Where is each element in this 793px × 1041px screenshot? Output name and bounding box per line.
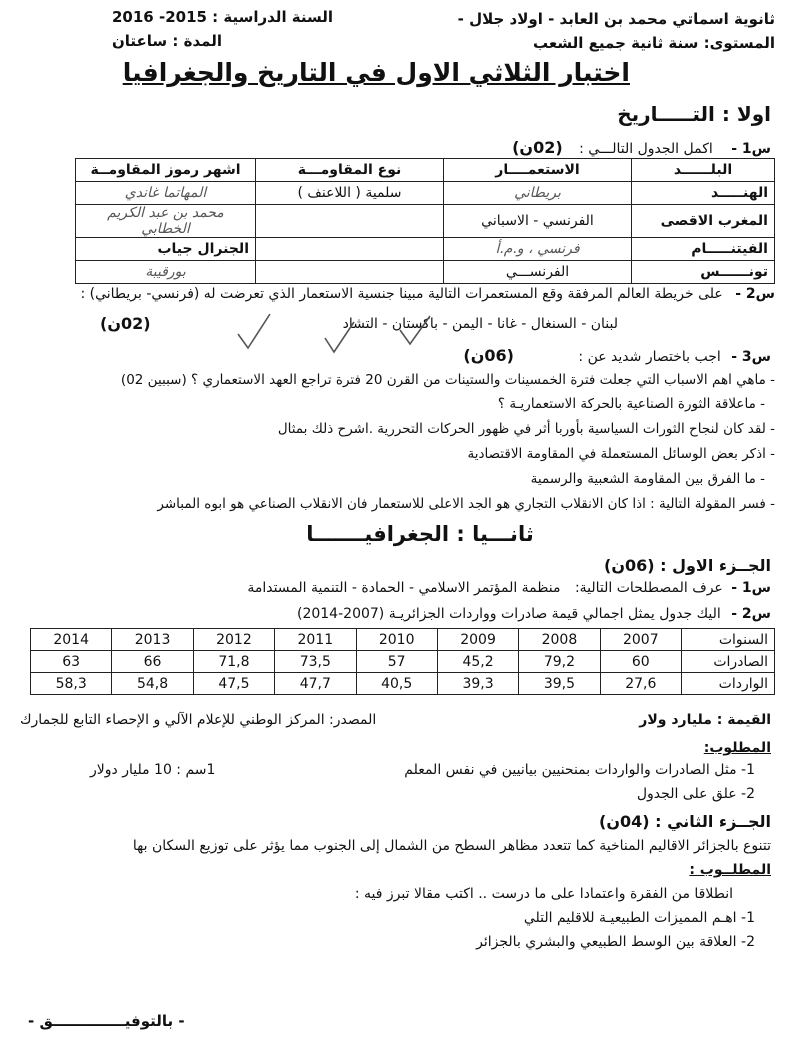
year-cell: 2008 xyxy=(519,629,600,651)
export-cell: 57 xyxy=(356,651,437,673)
row-label-years: السنوات xyxy=(682,629,775,651)
geo-q2-text: اليك جدول يمثل اجمالي قيمة صادرات وواردات الجزائريـة (2007-2014) xyxy=(296,606,721,622)
resistance-table xyxy=(75,158,775,284)
year-cell: 2010 xyxy=(356,629,437,651)
cell-leader: المهاتما غاندي xyxy=(76,182,256,205)
export-cell: 79,2 xyxy=(519,651,600,673)
part1-title: الجــزء الاول : (06ن) xyxy=(604,556,771,575)
cell-leader: محمد بن عبد الكريم الخطابي xyxy=(76,205,256,238)
part2-title: الجــزء الثاني : (04ن) xyxy=(599,812,771,831)
cell-colonizer: بريطاني xyxy=(444,182,632,205)
q3-item: - لقد كان لنجاح الثورات السياسية بأوربا أثر في ظهور الحركات التحررية .اشرح ذلك بمثال xyxy=(277,421,775,437)
q3-text: اجب باختصار شديد عن : xyxy=(578,349,721,365)
q1-text: اكمل الجدول التالـــي : xyxy=(579,141,713,157)
cell-leader: بورقيبة xyxy=(76,261,256,284)
import-cell: 47,5 xyxy=(193,673,274,695)
q1-label: س1 - xyxy=(731,141,771,157)
history-section-title: اولا : التـــــاريخ xyxy=(617,102,771,126)
part2-intro: انطلاقا من الفقرة واعتمادا على ما درست .. اكتب مقالا تبرز فيه : xyxy=(354,886,733,902)
import-cell: 58,3 xyxy=(31,673,112,695)
q2-points: (02ن) xyxy=(100,314,151,333)
cell-country: تونــــــس xyxy=(632,261,775,284)
table-row xyxy=(76,238,775,261)
export-cell: 66 xyxy=(112,651,193,673)
question-3 xyxy=(463,346,771,365)
q3-item: - اذكر بعض الوسائل المستعملة في المقاومة الاقتصادية xyxy=(467,446,775,462)
part2-item: 1- اهـم المميزات الطبيعيـة للاقليم التلي xyxy=(523,910,755,926)
cell-resistance xyxy=(256,238,444,261)
geo-q1-terms: منظمة المؤتمر الاسلامي - الحمادة - التنمية المستدامة xyxy=(247,580,561,596)
part2-item: 2- العلاقة بين الوسط الطبيعي والبشري بالجزائر xyxy=(476,934,755,950)
table-row xyxy=(31,651,775,673)
value-unit: القيمة : مليارد ولار xyxy=(639,712,771,728)
cell-resistance xyxy=(256,261,444,284)
export-cell: 60 xyxy=(600,651,681,673)
school-year: السنة الدراسية : 2015- 2016 xyxy=(112,8,334,26)
cell-colonizer: الفرنســـي xyxy=(444,261,632,284)
geo-question-1 xyxy=(247,580,771,596)
q3-item: - ماعلاقة الثورة الصناعية بالحركة الاستعماريـة ؟ xyxy=(497,396,765,412)
export-cell: 63 xyxy=(31,651,112,673)
q2-countries: لبنان - السنغال - غانا - اليمن - باكستان - التشاد xyxy=(342,316,618,332)
table-row xyxy=(31,629,775,651)
import-cell: 39,3 xyxy=(437,673,518,695)
cell-leader: الجنرال جياب xyxy=(76,238,256,261)
year-cell: 2011 xyxy=(275,629,356,651)
header-leader: اشهر رموز المقاومــة xyxy=(76,159,256,182)
geography-section-title: ثانـــيا : الجغرافيـــــــا xyxy=(306,522,534,546)
header-resistance-type: نوع المقاومـــة xyxy=(256,159,444,182)
level: المستوى: سنة ثانية جميع الشعب xyxy=(533,34,775,52)
year-cell: 2014 xyxy=(31,629,112,651)
exam-duration: المدة : ساعتان xyxy=(112,32,222,50)
part2-text: تتنوع بالجزائر الاقاليم المناخية كما تتعدد مظاهر السطح من الشمال إلى الجنوب مما يؤثر على توزيع السكان بها xyxy=(132,838,771,854)
question-2 xyxy=(80,286,775,302)
part1-required-label: المطلوب: xyxy=(703,740,771,756)
cell-country: المغرب الاقصى xyxy=(632,205,775,238)
header-colonizer: الاستعمــــار xyxy=(444,159,632,182)
header-country: البلــــــد xyxy=(632,159,775,182)
q2-text: على خريطة العالم المرفقة وقع المستعمرات التالية مبينا جنسية الاستعمار الذي تعرضت له (فرنسي- بريطاني) : xyxy=(80,286,723,302)
year-cell: 2007 xyxy=(600,629,681,651)
graph-scale: 1سم : 10 مليار دولار xyxy=(90,762,216,778)
part2-required-label: المطلــوب : xyxy=(689,862,771,878)
trade-table xyxy=(30,628,775,695)
year-cell: 2009 xyxy=(437,629,518,651)
q3-label: س3 - xyxy=(731,349,771,365)
q3-item: - فسر المقولة التالية : اذا كان الانقلاب التجاري هو الجد الاعلى للاستعمار فان الانقلاب الصناعي هو ابوه المباشر xyxy=(157,496,775,512)
table-row xyxy=(76,182,775,205)
q3-points: (06ن) xyxy=(463,346,514,365)
table-header-row xyxy=(76,159,775,182)
geo-question-2 xyxy=(297,606,771,622)
school-name: ثانوية اسماتي محمد بن العابد - اولاد جلال - xyxy=(457,10,775,28)
data-source: المصدر: المركز الوطني للإعلام الآلي و الإحصاء التابع للجمارك xyxy=(20,712,377,728)
task-item: 1- مثل الصادرات والواردات بمنحنيين بيانيين في نفس المعلم xyxy=(404,762,755,778)
q2-label: س2 - xyxy=(735,286,775,302)
cell-colonizer: الفرنسي - الاسباني xyxy=(444,205,632,238)
cell-country: الهنـــــد xyxy=(632,182,775,205)
year-cell: 2013 xyxy=(112,629,193,651)
geo-q1-label: س1 - xyxy=(731,580,771,596)
import-cell: 39,5 xyxy=(519,673,600,695)
cell-colonizer: فرنسي ، و.م.أ xyxy=(444,238,632,261)
footer-good-luck: - بالتوفيــــــــــــــق - xyxy=(28,1012,185,1030)
export-cell: 73,5 xyxy=(275,651,356,673)
table-row xyxy=(31,673,775,695)
row-label-imports: الواردات xyxy=(682,673,775,695)
cell-resistance xyxy=(256,205,444,238)
row-label-exports: الصادرات xyxy=(682,651,775,673)
q3-item: - ماهي اهم الاسباب التي جعلت فترة الخمسينات والستينات من القرن 20 فترة تراجع العهد الاستعماري ؟ (سببين 02) xyxy=(120,372,775,388)
export-cell: 45,2 xyxy=(437,651,518,673)
import-cell: 40,5 xyxy=(356,673,437,695)
cell-resistance: سلمية ( اللاعنف ) xyxy=(256,182,444,205)
task-item: 2- علق على الجدول xyxy=(636,786,755,802)
exam-title: اختبار الثلاثي الاول في التاريخ والجغرافيا xyxy=(122,58,630,87)
import-cell: 54,8 xyxy=(112,673,193,695)
export-cell: 71,8 xyxy=(193,651,274,673)
import-cell: 47,7 xyxy=(275,673,356,695)
table-row xyxy=(76,205,775,238)
table-row xyxy=(76,261,775,284)
year-cell: 2012 xyxy=(193,629,274,651)
q3-item: - ما الفرق بين المقاومة الشعبية والرسمية xyxy=(530,471,765,487)
cell-country: الفيتنـــــام xyxy=(632,238,775,261)
geo-q2-label: س2 - xyxy=(731,606,771,622)
import-cell: 27,6 xyxy=(600,673,681,695)
handwritten-checkmarks xyxy=(230,308,460,360)
q1-points: (02ن) xyxy=(512,138,563,157)
geo-q1-text: عرف المصطلحات التالية: xyxy=(574,580,723,596)
question-1 xyxy=(512,138,771,157)
